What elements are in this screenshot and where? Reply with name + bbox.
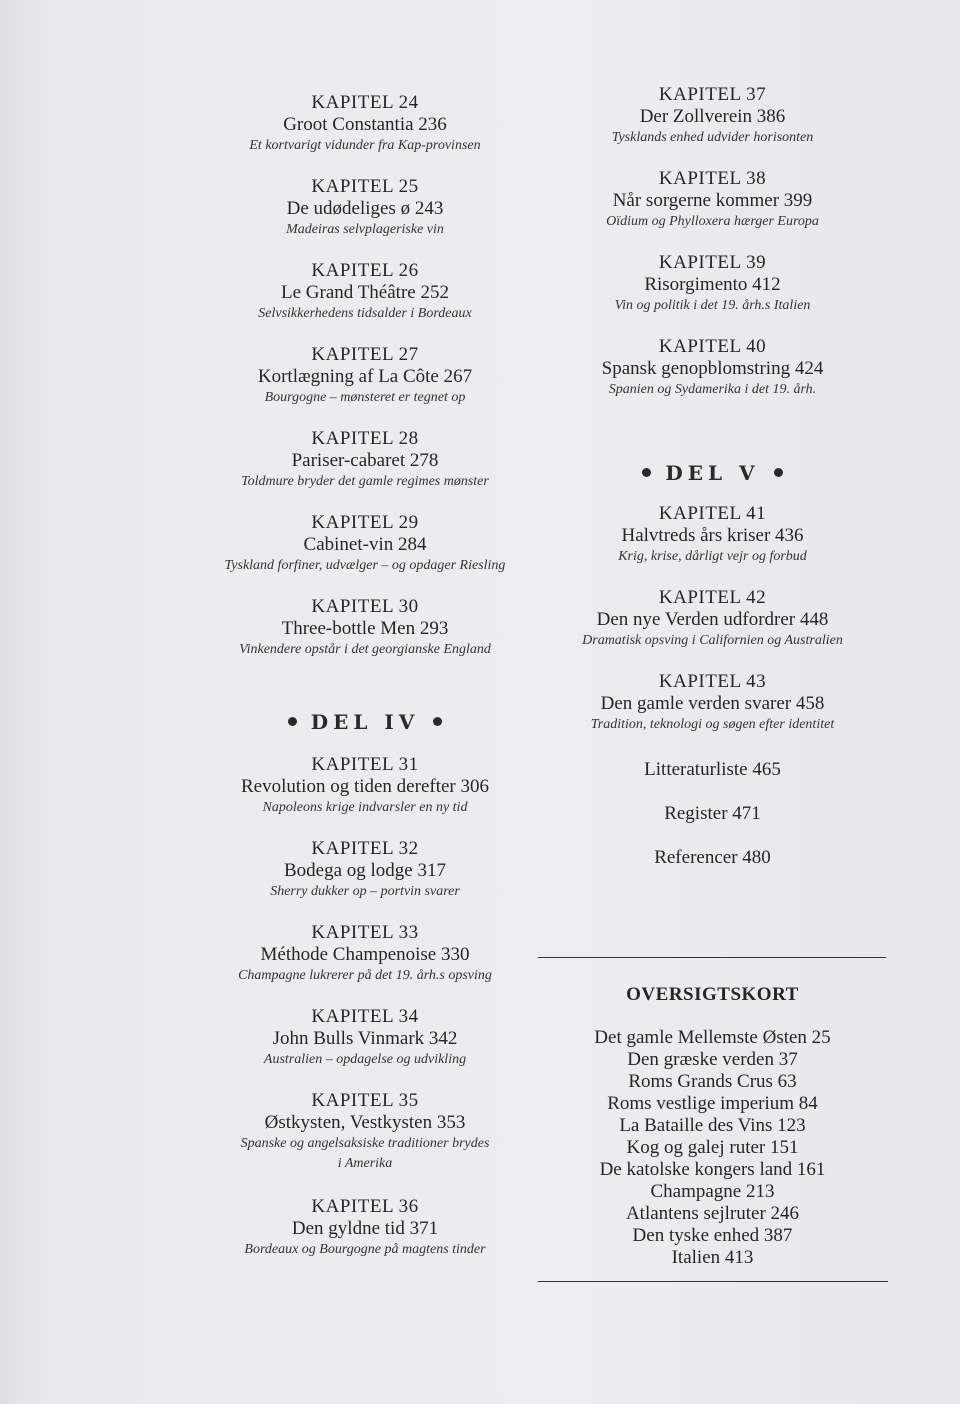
chapter-entry — [150, 1006, 580, 1090]
chapter-number: KAPITEL 24 — [311, 92, 419, 113]
back-matter-entry: Register 471 — [664, 803, 761, 824]
map-entry: Roms Grands Crus 63 — [628, 1071, 797, 1092]
chapter-entry — [545, 587, 880, 671]
part-heading — [545, 461, 880, 503]
chapter-entry — [150, 428, 580, 512]
chapter-number: KAPITEL 33 — [311, 922, 419, 943]
chapter-subtitle: Tyskland forfiner, udvælger – og opdager Riesling — [224, 558, 506, 573]
chapter-title: Groot Constantia 236 — [283, 114, 447, 135]
map-entry: Kog og galej ruter 151 — [626, 1137, 799, 1158]
chapter-title: Cabinet-vin 284 — [303, 534, 427, 555]
chapter-subtitle: Madeiras selvplageriske vin — [286, 222, 444, 237]
chapter-number: KAPITEL 40 — [658, 336, 767, 357]
chapter-title: Le Grand Théâtre 252 — [281, 282, 449, 303]
chapter-entry — [150, 92, 580, 176]
map-entry: Det gamle Mellemste Østen 25 — [594, 1027, 831, 1048]
chapter-number: KAPITEL 32 — [311, 838, 419, 859]
chapter-number: KAPITEL 43 — [658, 671, 767, 692]
map-entry: De katolske kongers land 161 — [599, 1159, 826, 1180]
chapter-title: Three-bottle Men 293 — [281, 618, 449, 639]
chapter-number: KAPITEL 30 — [311, 596, 419, 617]
map-list — [545, 1027, 880, 1269]
chapter-title: Bodega og lodge 317 — [283, 860, 446, 881]
chapter-title: Revolution og tiden derefter 306 — [241, 776, 489, 797]
map-entry: Den tyske enhed 387 — [632, 1225, 793, 1246]
chapter-title: Østkysten, Vestkysten 353 — [264, 1112, 466, 1133]
map-entry: Roms vestlige imperium 84 — [607, 1093, 818, 1114]
chapter-number: KAPITEL 26 — [311, 260, 419, 281]
part-heading — [150, 710, 580, 754]
chapter-title: Den gamle verden svarer 458 — [600, 693, 825, 714]
chapter-entry — [150, 754, 580, 838]
chapter-subtitle: Sherry dukker op – portvin svarer — [270, 884, 460, 899]
chapter-number: KAPITEL 42 — [658, 587, 767, 608]
chapter-subtitle: Vin og politik i det 19. årh.s Italien — [614, 298, 811, 313]
map-entry: Atlantens sejlruter 246 — [625, 1203, 800, 1224]
chapter-number: KAPITEL 29 — [311, 512, 419, 533]
chapter-title: Når sorgerne kommer 399 — [612, 190, 813, 211]
chapter-subtitle: Champagne lukrerer på det 19. årh.s opsving — [238, 968, 492, 983]
chapter-number: KAPITEL 38 — [658, 168, 767, 189]
divider — [538, 1281, 888, 1282]
chapter-title: Risorgimento 412 — [644, 274, 781, 295]
chapter-number: KAPITEL 36 — [311, 1196, 419, 1217]
chapter-subtitle: Bourgogne – mønsteret er tegnet op — [264, 390, 466, 405]
chapter-number: KAPITEL 28 — [311, 428, 419, 449]
chapter-title: Den nye Verden udfordrer 448 — [596, 609, 829, 630]
chapter-title: Kortlægning af La Côte 267 — [257, 366, 473, 387]
chapter-entry — [150, 260, 580, 344]
chapter-subtitle: Spanien og Sydamerika i det 19. årh. — [608, 382, 817, 397]
chapter-subtitle: Napoleons krige indvarsler en ny tid — [262, 800, 468, 815]
chapter-subtitle: Spanske og angelsaksiske traditioner brydes — [240, 1136, 490, 1151]
chapter-title: Méthode Champenoise 330 — [260, 944, 470, 965]
right-column — [545, 84, 880, 869]
chapter-entry — [545, 336, 880, 461]
chapter-entry — [150, 596, 580, 710]
bullet-icon — [433, 717, 442, 726]
chapter-entry — [150, 922, 580, 1006]
part-label: DEL IV — [310, 710, 420, 734]
chapter-subtitle: Australien – opdagelse og udvikling — [263, 1052, 467, 1067]
chapter-entry — [545, 84, 880, 168]
chapter-title: John Bulls Vinmark 342 — [272, 1028, 458, 1049]
chapter-subtitle: Krig, krise, dårligt vejr og forbud — [618, 549, 807, 564]
chapter-number: KAPITEL 41 — [658, 503, 767, 524]
chapter-entry — [150, 512, 580, 596]
chapter-entry — [150, 176, 580, 260]
chapter-entry — [150, 838, 580, 922]
chapter-entry — [545, 503, 880, 587]
bullet-icon — [642, 468, 651, 477]
chapter-entry — [545, 168, 880, 252]
chapter-subtitle: Tysklands enhed udvider horisonten — [611, 130, 814, 145]
divider — [538, 957, 886, 958]
bullet-icon — [774, 468, 783, 477]
chapter-number: KAPITEL 25 — [311, 176, 419, 197]
chapter-number: KAPITEL 31 — [311, 754, 419, 775]
chapter-subtitle: Et kortvarigt vidunder fra Kap-provinsen — [249, 138, 481, 153]
chapter-subtitle: Vinkendere opstår i det georgianske England — [239, 642, 491, 657]
map-entry: Den græske verden 37 — [627, 1049, 798, 1070]
chapter-number: KAPITEL 27 — [311, 344, 419, 365]
chapter-subtitle: Dramatisk opsving i Californien og Australien — [582, 633, 843, 648]
chapter-title: Halvtreds års kriser 436 — [621, 525, 804, 546]
chapter-title: Der Zollverein 386 — [639, 106, 786, 127]
back-matter-entry: Referencer 480 — [654, 847, 771, 868]
overview-title: OVERSIGTSKORT — [626, 984, 799, 1005]
chapter-entry — [545, 252, 880, 336]
bullet-icon — [288, 717, 297, 726]
chapter-entry — [150, 344, 580, 428]
chapter-number: KAPITEL 35 — [311, 1090, 419, 1111]
chapter-number: KAPITEL 34 — [311, 1006, 419, 1027]
chapter-subtitle: Oïdium og Phylloxera hærger Europa — [606, 214, 819, 229]
map-entry: Champagne 213 — [650, 1181, 775, 1202]
chapter-title: Spansk genopblomstring 424 — [601, 358, 824, 379]
chapter-title: De udødeliges ø 243 — [286, 198, 444, 219]
chapter-subtitle: Selvsikkerhedens tidsalder i Bordeaux — [258, 306, 472, 321]
back-matter-entry: Litteraturliste 465 — [644, 759, 781, 780]
chapter-number: KAPITEL 37 — [658, 84, 767, 105]
chapter-number: KAPITEL 39 — [658, 252, 767, 273]
chapter-subtitle-line2: i Amerika — [337, 1156, 393, 1171]
map-entry: Italien 413 — [671, 1247, 754, 1268]
chapter-title: Pariser-cabaret 278 — [291, 450, 439, 471]
chapter-title: Den gyldne tid 371 — [291, 1218, 439, 1239]
chapter-subtitle: Tradition, teknologi og søgen efter identitet — [590, 717, 835, 732]
chapter-entry — [150, 1090, 580, 1196]
chapter-subtitle: Toldmure bryder det gamle regimes mønster — [241, 474, 489, 489]
map-entry: La Bataille des Vins 123 — [619, 1115, 806, 1136]
chapter-entry — [150, 1196, 580, 1280]
left-column — [150, 92, 580, 1280]
chapter-subtitle: Bordeaux og Bourgogne på magtens tinder — [244, 1242, 486, 1257]
chapter-entry — [545, 671, 880, 759]
part-label: DEL V — [665, 461, 760, 485]
